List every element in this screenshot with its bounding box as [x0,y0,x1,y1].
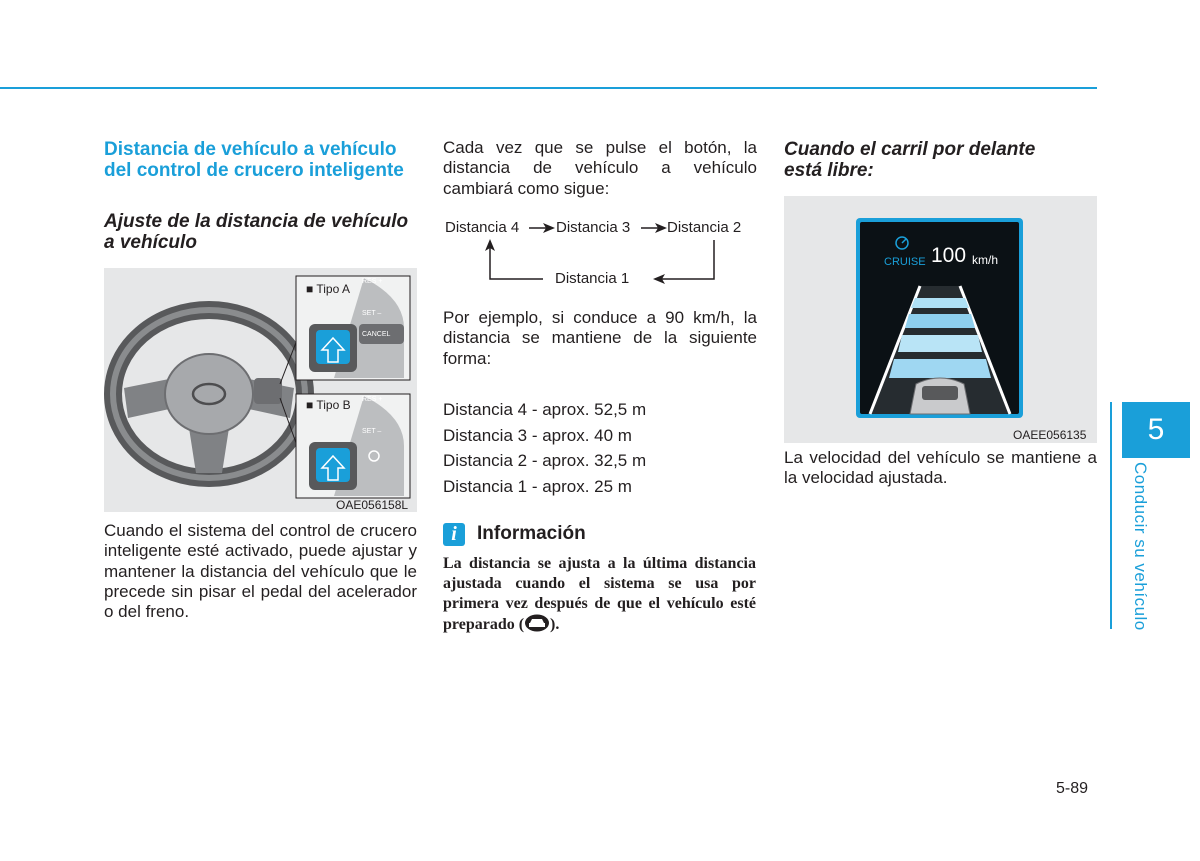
top-rule [0,87,1097,89]
chapter-tab: 5 [1122,402,1190,458]
example-paragraph: Por ejemplo, si conduce a 90 km/h, la distancia se mantiene de la siguiente forma: [443,308,757,368]
steering-wheel-illustration [104,268,417,512]
condition-heading: Cuando el carril por delante está libre: [784,139,1036,181]
body-paragraph: La velocidad del vehículo se mantiene a la velocidad ajustada. [784,448,1097,488]
page-number: 5-89 [1056,780,1089,797]
set-speed-value: 100 [931,244,967,267]
list-item: Distancia 3 - aprox. 40 m [443,425,632,445]
tipo-b-label: ■ Tipo B [306,398,351,412]
res-plus-label: RES + [362,278,383,285]
figure-code: OAEE056135 [1013,428,1087,442]
section-heading: Distancia de vehículo a vehículo del control de crucero inteligente [104,139,404,181]
tipo-a-label: ■ Tipo A [306,282,350,296]
distance-list [443,397,646,499]
body-paragraph: Cuando el sistema del control de crucero inteligente esté activado, puede ajustar y mantener la distancia del vehículo que le precede sin pisar el pedal del acelerador o del freno. [104,521,417,622]
list-item: Distancia 2 - aprox. 32,5 m [443,451,647,470]
cluster-display-illustration [784,196,1097,443]
res-plus-label-b: RES + [362,396,383,403]
figure-code: OAE056158L [336,498,409,512]
distance-cycle-diagram [443,213,757,293]
vehicle-ready-icon [524,614,550,638]
info-header [443,521,586,547]
subsection-heading: Ajuste de la distancia de vehículo a vehículo [104,211,409,253]
chapter-title: Conducir su vehículo [1131,462,1150,631]
cancel-label: CANCEL [362,331,391,338]
diagram-arrows [443,213,757,293]
side-tab-rule [1110,402,1112,629]
list-item: Distancia 1 - aprox. 25 m [443,476,632,496]
list-item: Distancia 4 - aprox. 52,5 m [443,400,647,419]
info-icon: i [443,523,465,546]
diagram-distance-1: Distancia 1 [555,270,630,287]
steering-wheel-figure [104,268,417,512]
info-title: Información [477,523,586,544]
diagram-distance-3: Distancia 3 [556,219,631,236]
cruise-label: CRUISE [884,256,926,268]
diagram-distance-4: Distancia 4 [445,219,520,236]
intro-paragraph: Cada vez que se pulse el botón, la distancia de vehículo a vehículo cambiará como sigue: [443,138,757,198]
diagram-distance-2: Distancia 2 [667,219,742,236]
speed-unit: km/h [972,253,999,267]
set-minus-label: SET – [362,310,382,317]
info-text: La distancia se ajusta a la última distancia ajustada cuando el sistema se usa por primera vez después de que el vehículo esté preparado ( ). [443,554,756,638]
set-minus-label-b: SET – [362,428,382,435]
cruise-cluster-figure [784,196,1097,443]
